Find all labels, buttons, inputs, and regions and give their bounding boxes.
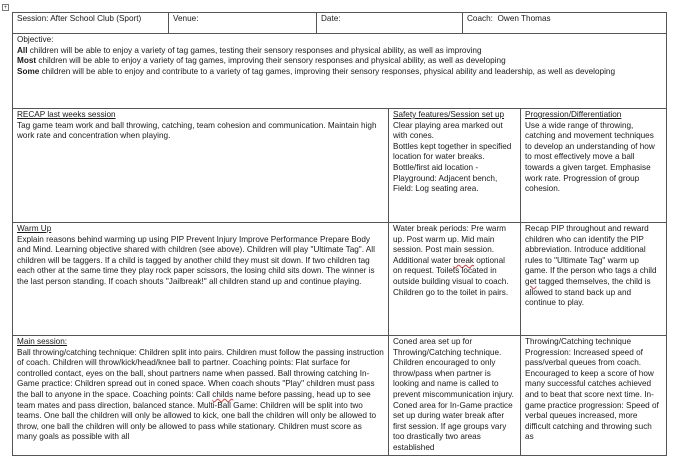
recap-body: Tag game team work and ball throwing, catching, team cohesion and communication. Maintain high work rate and concentration when playing. (17, 120, 377, 141)
coach-name: Owen Thomas (497, 14, 551, 23)
main-session-cell[interactable] (13, 336, 389, 456)
venue-cell[interactable] (169, 13, 317, 34)
objective-line-some: Some children will be able to enjoy and contribute to a variety of tag games, improving their sensory responses, physical ability and leadership, as well as developing (17, 66, 616, 76)
main-session-row (13, 336, 667, 456)
main-progression-cell[interactable] (521, 336, 667, 456)
warmup-progression-body: Recap PIP throughout and reward children who can identify the PIP abbreviation. Introduce additional rules to "Ultimate Tag" warm up game. If the person who tags a child get tagged themselves, the child is allowed to stand back up and continue to play. (525, 224, 657, 308)
main-progression-body: Throwing/Catching technique Progression: Increased speed of pass/verbal queues from coach. Encouraged to keep a score of how many successful catches achieved and to beat that score next time. In-game practice progression: Speed of verbal queues increased, more difficult catching and throwing such as (525, 337, 659, 442)
session-label: Session: After School Club (Sport) (17, 14, 142, 23)
safety-title: Safety features/Session set up (393, 110, 505, 119)
session-cell[interactable] (13, 13, 169, 34)
warmup-row (13, 223, 667, 336)
recap-title: RECAP last weeks session (17, 110, 116, 119)
main-session-title: Main session: (17, 337, 68, 346)
objective-title: Objective: (17, 35, 54, 44)
recap-cell[interactable] (13, 109, 389, 223)
main-safety-body: Coned area set up for Throwing/Catching technique. Children encouraged to only throw/pass when partner is looking and name is called to prevent miscommunication injury. Coned area for In-Game practice set up during water break after first session. If age groups vary too drastically two areas established (393, 337, 514, 452)
venue-label: Venue: (173, 14, 199, 23)
date-label: Date: (321, 14, 341, 23)
date-cell[interactable] (317, 13, 463, 34)
progression-title: Progression/Differentiation (525, 110, 622, 119)
coach-cell[interactable] (463, 13, 667, 34)
safety-body-2: Bottles kept together in specified location for water breaks. (393, 141, 512, 162)
progression-cell[interactable] (521, 109, 667, 223)
safety-body-1: Clear playing area marked out with cones. (393, 120, 503, 141)
objective-line-most: Most children will be able to enjoy a variety of tag games, improving their sensory responses and physical ability, as well as developing (17, 56, 506, 66)
objective-cell[interactable] (13, 34, 667, 109)
table-move-handle-icon[interactable]: + (3, 5, 8, 11)
progression-body: Use a wide range of throwing, catching and movement techniques to develop an understanding of how to most effectively move a ball towards a given target. Emphasise work rate. Progression of group cohesion. (525, 120, 655, 194)
warmup-body: Explain reasons behind warming up using PIP Prevent Injury Improve Performance Prepare Body and Mind. Learning objective shared with children (see above). Children will play "Ultimate Tag". All children will be taggers. If a child is tagged by another child they must sit down. If two children tag each other at the same time they play rock paper scissors, the losing child sits down. The winner is the last person standing. If coach shouts "Jailbreak!" all children stand up and continue playing. (17, 234, 375, 286)
main-session-body: Ball throwing/catching technique: Children split into pairs. Children must follow the passing instruction of coach. Children will throw/kick/head/knee ball to partner. Coaching points: Flat surface for controlled contact, eyes on the ball, shout partners name when passed. Ball throwing catching In-Game practice: Children spread out in coned space. When coach shouts "Play" children must pass the ball to anyone in the space. Coaching points: Call childs name before passing, head up to see team mates and pass direction, balanced stance. Multi-Ball Game: Children will be split into two teams. One ball the children will only be allowed to kick, one ball the children will only be allowed to throw, one ball the children will only be allowed to pass while stationary. Children must score as many goals as possible with all (17, 347, 384, 442)
session-plan-table (12, 12, 667, 456)
safety-body-3: Bottle/first aid location - Playground: Adjacent bench, Field: Log seating area. (393, 162, 498, 194)
warmup-progression-cell[interactable] (521, 223, 667, 336)
safety-cell[interactable] (389, 109, 521, 223)
warmup-cell[interactable] (13, 223, 389, 336)
coach-label: Coach: (467, 14, 493, 23)
warmup-title: Warm Up (17, 224, 52, 233)
objective-row (13, 34, 667, 109)
warmup-safety-cell[interactable] (389, 223, 521, 336)
header-row (13, 13, 667, 34)
main-safety-cell[interactable] (389, 336, 521, 456)
recap-row (13, 109, 667, 223)
warmup-safety-body: Water break periods: Pre warm up. Post warm up. Mid main session. Post main session. Additional water break optional on request. Toilets located in outside building visual to coach. Children go to the toilet in pairs. (393, 224, 509, 297)
objective-line-all: All children will be able to enjoy a variety of tag games, testing their sensory responses and physical ability, as well as improving (17, 45, 482, 55)
